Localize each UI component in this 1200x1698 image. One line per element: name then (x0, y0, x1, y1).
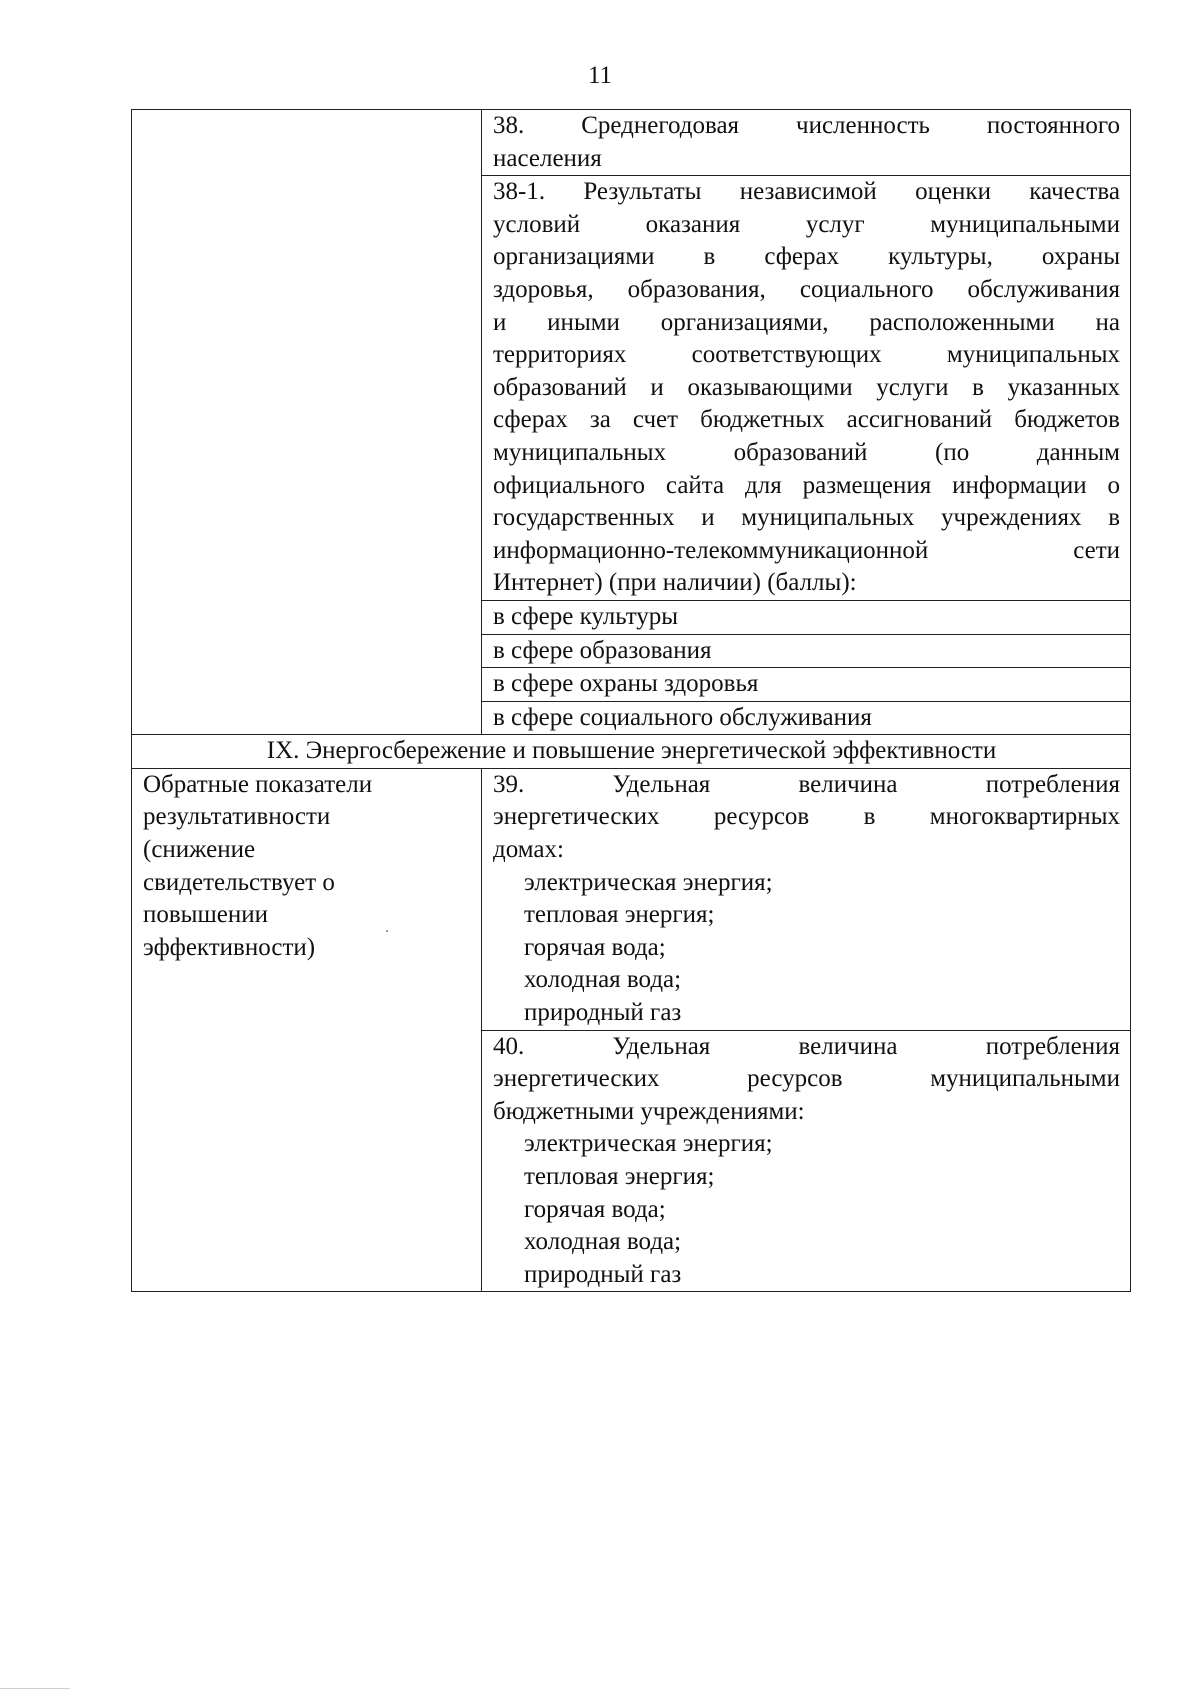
item-38-1-line-12: информационно-телекоммуникационной сети (493, 536, 1120, 564)
table-row-item-39 (132, 768, 1131, 1030)
item-40-list-item: природный газ (524, 1260, 682, 1288)
item-38-cell (482, 110, 1131, 176)
scan-speck (386, 930, 388, 932)
table-row-section-ix (132, 735, 1131, 769)
left-label-line-3: (снижение (143, 836, 256, 864)
sphere-education-cell: в сфере образования (482, 634, 1131, 668)
left-label-line-6: эффективности) (143, 933, 316, 961)
scan-edge-mark (0, 1688, 70, 1689)
left-label-line-5: повышении (143, 901, 268, 929)
item-38-line-2: населения (493, 144, 602, 172)
page-number: 11 (587, 62, 613, 89)
item-38-1-line-6: территориях соответствующих муниципальных (493, 341, 1120, 369)
left-label-line-2: результативности (143, 803, 331, 831)
item-38-1-line-5: и иными организациями, расположенными на (493, 308, 1120, 336)
item-39-cell (482, 768, 1131, 1030)
item-38-1-line-4: здоровья, образования, социального обслуживания (493, 275, 1120, 303)
item-40-head-line-1: 40. Удельная величина потребления (493, 1032, 1120, 1060)
section-ix-heading: IX. Энергосбережение и повышение энергетической эффективности (132, 735, 1131, 769)
item-39-head-line-1: 39. Удельная величина потребления (493, 770, 1120, 798)
item-39-list-item: тепловая энергия; (524, 901, 715, 929)
item-38-line-1: 38. Среднегодовая численность постоянного (493, 112, 1120, 139)
item-38-1-line-9: муниципальных образований (по данным (493, 438, 1120, 466)
item-40-cell (482, 1030, 1131, 1292)
item-38-1-line-1: 38-1. Результаты независимой оценки качества (493, 178, 1120, 206)
item-38-1-line-11: государственных и муниципальных учреждениях в (493, 504, 1120, 532)
item-38-1-cell (482, 176, 1131, 601)
sphere-social-cell: в сфере социального обслуживания (482, 701, 1131, 735)
table-row-item-38 (132, 110, 1131, 176)
left-label-line-1: Обратные показатели (143, 770, 373, 798)
item-38-1-line-3: организациями в сферах культуры, охраны (493, 243, 1120, 271)
item-40-list-item: электрическая энергия; (524, 1130, 773, 1158)
item-39-list-item: холодная вода; (524, 966, 682, 994)
item-39-head-line-3: домах: (493, 836, 564, 864)
item-39-list-item: электрическая энергия; (524, 868, 773, 896)
item-40-head-line-3: бюджетными учреждениями: (493, 1097, 805, 1125)
indicators-table (131, 109, 1131, 1292)
item-38-1-line-2: условий оказания услуг муниципальными (493, 210, 1120, 238)
item-38-1-line-7: образований и оказывающими услуги в указанных (493, 373, 1120, 401)
item-39-list-item: горячая вода; (524, 933, 666, 961)
item-38-1-line-13: Интернет) (при наличии) (баллы): (493, 569, 857, 597)
item-39-head-line-2: энергетических ресурсов в многоквартирных (493, 803, 1120, 831)
item-40-list-item: тепловая энергия; (524, 1163, 715, 1190)
sphere-health-cell: в сфере охраны здоровья (482, 668, 1131, 702)
item-38-1-line-10: официального сайта для размещения информации о (493, 471, 1120, 499)
item-40-list-item: горячая вода; (524, 1195, 666, 1223)
item-39-list-item: природный газ (524, 999, 682, 1027)
left-label-line-4: свидетельствует о (143, 868, 335, 896)
item-40-head-line-2: энергетических ресурсов муниципальными (493, 1065, 1120, 1093)
item-38-1-line-8: сферах за счет бюджетных ассигнований бюджетов (493, 406, 1120, 434)
left-cell-empty (132, 110, 482, 735)
item-40-list-item: холодная вода; (524, 1228, 682, 1256)
left-label-cell (132, 768, 482, 1292)
sphere-culture-cell: в сфере культуры (482, 600, 1131, 634)
